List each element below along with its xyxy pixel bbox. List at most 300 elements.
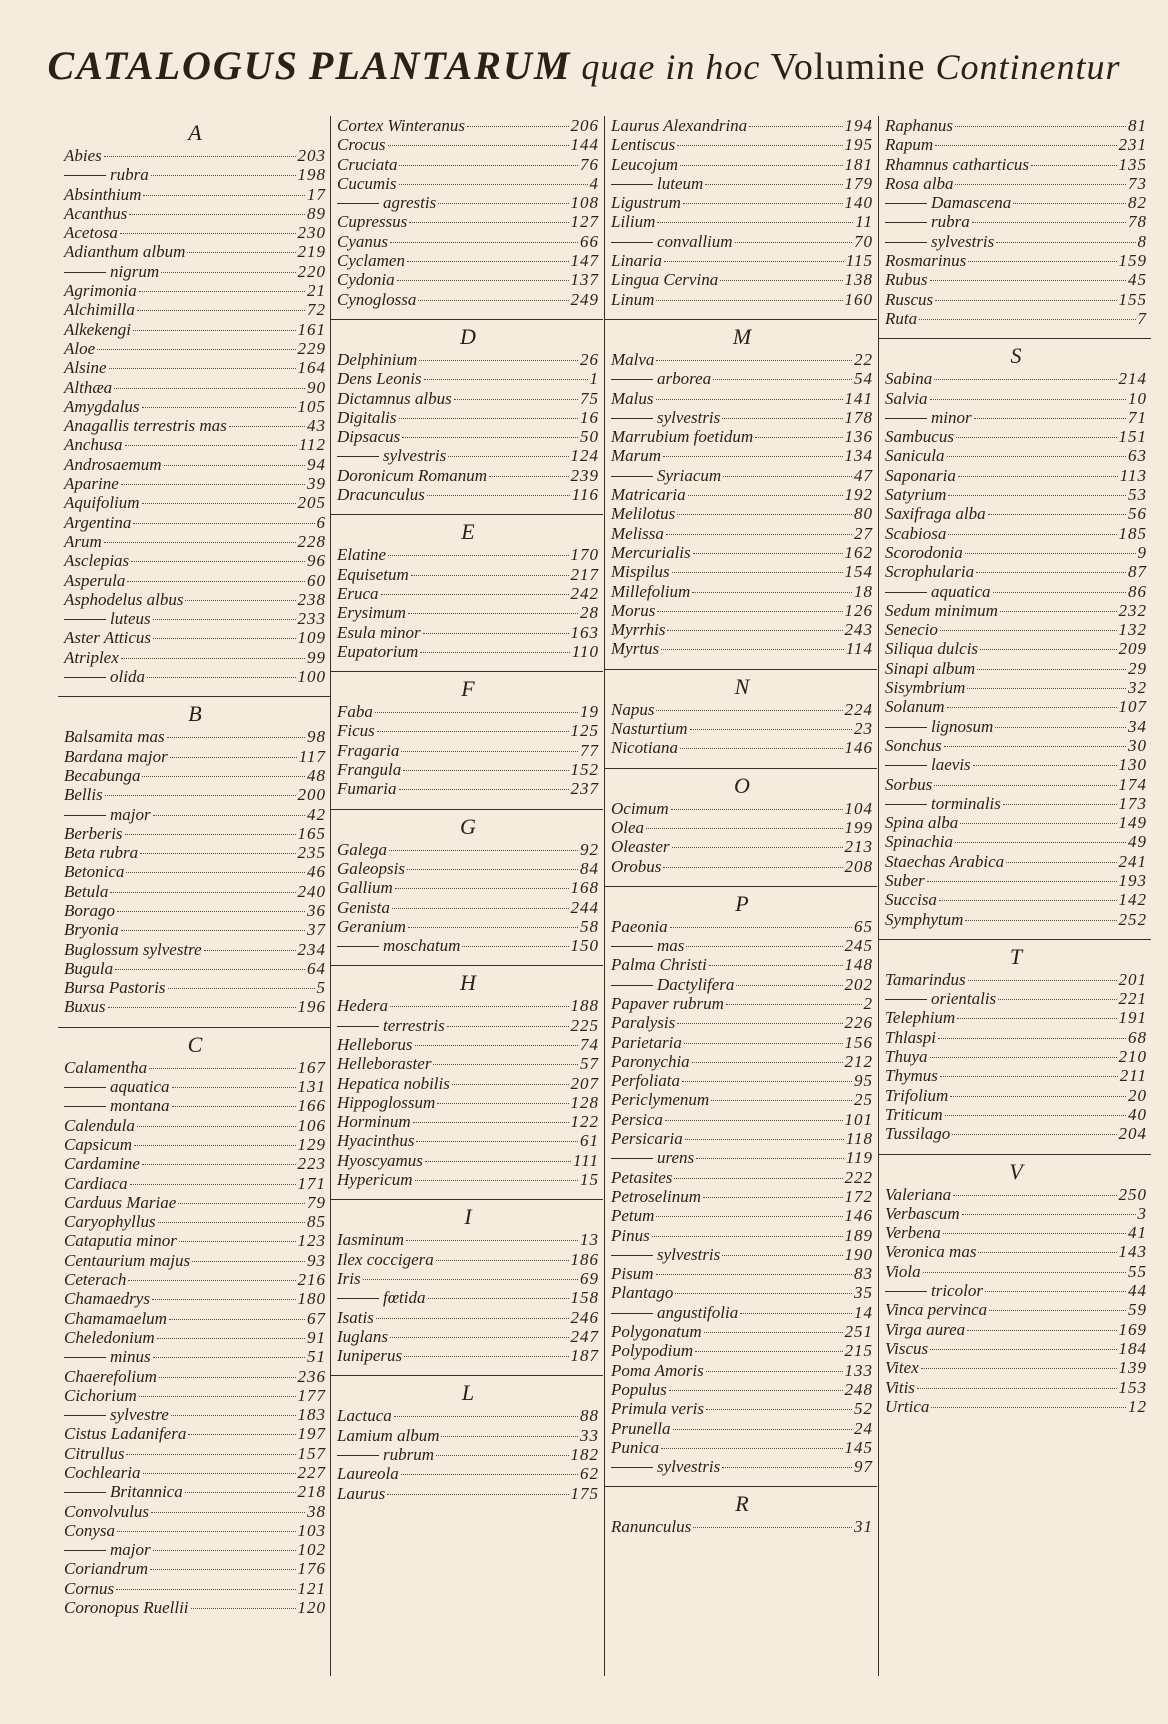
plate-number: 110 (571, 641, 599, 661)
index-entry (337, 1327, 599, 1346)
plant-name: Digitalis (337, 407, 397, 427)
plant-name: Paeonia (611, 916, 668, 936)
section-letter: L (461, 1380, 475, 1406)
plant-name: Punica (611, 1437, 660, 1457)
plate-number: 84 (580, 858, 599, 878)
section-letter: A (188, 120, 202, 145)
index-entry (64, 1212, 326, 1231)
plant-name: Alchimilla (64, 300, 135, 320)
plate-number: 63 (1128, 446, 1147, 466)
index-entry (64, 785, 326, 804)
dot-leader (960, 823, 1116, 824)
plant-name: Papaver rubrum (611, 993, 724, 1013)
plant-name: Amygdalus (64, 396, 140, 416)
index-entry (885, 135, 1147, 154)
index-entry (337, 408, 599, 427)
plate-number: 131 (297, 1077, 326, 1097)
dot-leader (168, 988, 315, 989)
dot-leader (663, 456, 842, 457)
index-entry (64, 493, 326, 512)
plant-name: Delphinium (337, 349, 418, 369)
plate-number: 249 (570, 289, 599, 309)
dot-leader (399, 418, 578, 419)
section-letter: O (734, 772, 750, 798)
dot-leader (1006, 862, 1116, 863)
index-entry (64, 513, 326, 532)
index-entry (611, 427, 873, 446)
dot-leader (962, 1214, 1136, 1215)
index-entry (64, 532, 326, 551)
plate-number: 59 (1128, 1300, 1147, 1320)
index-entry (64, 571, 326, 590)
dot-leader (150, 1569, 295, 1570)
dot-leader (413, 1122, 569, 1123)
plant-name: Rubus (885, 270, 928, 290)
index-entry (885, 736, 1147, 755)
index-entry (611, 485, 873, 504)
plate-number: 148 (844, 955, 873, 975)
plate-number: 54 (854, 369, 873, 389)
index-entry (885, 485, 1147, 504)
plant-name: Tamarindus (885, 969, 966, 989)
dot-leader (153, 638, 295, 639)
plate-number: 158 (570, 1288, 599, 1308)
index-entry (885, 1262, 1147, 1281)
dot-leader (462, 946, 568, 947)
dot-leader (677, 514, 852, 515)
index-entry (64, 628, 326, 647)
plate-number: 209 (1118, 639, 1147, 659)
plate-number: 30 (1128, 735, 1147, 755)
dot-leader (965, 920, 1116, 921)
index-entry (337, 1464, 599, 1483)
index-entry (885, 601, 1147, 620)
index-entry (885, 543, 1147, 562)
plant-name: fœtida (337, 1288, 426, 1307)
index-entry (337, 212, 599, 231)
plant-name: Calendula (64, 1115, 135, 1135)
index-entry (337, 1112, 599, 1131)
dot-leader (953, 1195, 1116, 1196)
index-entry (611, 1322, 873, 1341)
index-column-3 (604, 116, 877, 1676)
section-letter: C (187, 1031, 203, 1057)
plant-name: moschatum (337, 936, 460, 955)
index-entry (337, 859, 599, 878)
index-entry (611, 1187, 873, 1206)
index-entry (337, 485, 599, 504)
dot-leader (680, 748, 842, 749)
plate-number: 139 (1118, 1358, 1147, 1378)
dot-leader (657, 222, 853, 223)
plant-name: Elatine (337, 545, 387, 565)
index-entry (64, 843, 326, 862)
index-entry (885, 389, 1147, 408)
plate-number: 29 (1128, 658, 1147, 678)
plate-number: 32 (1128, 678, 1147, 698)
plant-name: laevis (885, 755, 971, 774)
index-entry (337, 1288, 599, 1307)
plate-number: 51 (307, 1347, 326, 1367)
plate-number: 201 (1118, 969, 1147, 989)
index-entry (885, 678, 1147, 697)
index-entry (885, 1086, 1147, 1105)
plant-name: Damascena (885, 193, 1011, 212)
section-letter: G (460, 813, 476, 839)
index-entry (64, 1116, 326, 1135)
plate-number: 73 (1128, 173, 1147, 193)
dot-leader (927, 881, 1117, 882)
dot-leader (157, 1338, 305, 1339)
plant-name: Abies (64, 146, 102, 165)
dot-leader (956, 437, 1117, 438)
index-entry (337, 135, 599, 154)
plate-number: 83 (854, 1264, 873, 1284)
plant-name: Aloe (64, 338, 96, 358)
plant-name: Periclymenum (611, 1090, 710, 1110)
plate-number: 237 (570, 779, 599, 799)
index-entry (885, 193, 1147, 212)
dot-leader (948, 495, 1126, 496)
plant-name: Helleborus (337, 1034, 413, 1054)
index-entry (611, 818, 873, 837)
index-entry (64, 242, 326, 261)
dot-leader (423, 633, 569, 634)
plant-name: Acanthus (64, 203, 128, 223)
index-entry (64, 1540, 326, 1559)
index-entry (611, 1517, 873, 1536)
plant-name: Sorbus (885, 774, 933, 794)
plate-number: 177 (297, 1385, 326, 1405)
plant-name: Spinachia (885, 832, 953, 852)
dot-leader (115, 969, 305, 970)
dot-leader (930, 399, 1127, 400)
dot-leader (120, 233, 296, 234)
plate-number: 52 (854, 1399, 873, 1419)
dot-leader (153, 1550, 296, 1551)
plant-name: Rhamnus catharticus (885, 154, 1030, 174)
plate-number: 113 (1119, 465, 1147, 485)
index-entry (337, 1426, 599, 1445)
dot-leader (399, 165, 578, 166)
plant-name: Paronychia (611, 1051, 690, 1071)
plant-name: Doronicum Romanum (337, 465, 487, 485)
index-entry (611, 700, 873, 719)
index-entry (64, 455, 326, 474)
plate-number: 17 (307, 184, 326, 204)
dot-leader (402, 437, 578, 438)
dot-leader (940, 630, 1117, 631)
dot-leader (930, 1057, 1117, 1058)
plate-number: 205 (297, 493, 326, 513)
index-entry (337, 232, 599, 251)
plant-name: Capsicum (64, 1134, 132, 1154)
section-letter: P (735, 890, 749, 916)
plate-number: 43 (307, 416, 326, 436)
plant-name: sylvestris (611, 408, 720, 427)
plant-name: Persica (611, 1109, 663, 1129)
plant-name: Alsine (64, 358, 107, 378)
dot-leader (930, 280, 1127, 281)
plant-name: Aquifolium (64, 493, 140, 513)
index-entry (337, 936, 599, 955)
index-entry (611, 389, 873, 408)
index-section-l (331, 1375, 603, 1502)
plant-name: Vitis (885, 1377, 915, 1397)
index-entry (64, 901, 326, 920)
plate-number: 136 (844, 427, 873, 447)
plant-name: Lingua Cervina (611, 270, 719, 290)
index-entry (337, 427, 599, 446)
dot-leader (418, 300, 568, 301)
index-entry (885, 717, 1147, 736)
plate-number: 239 (570, 465, 599, 485)
index-entry (885, 232, 1147, 251)
index-entry (64, 185, 326, 204)
plate-number: 178 (844, 407, 873, 427)
plate-number: 62 (580, 1464, 599, 1484)
dot-leader (667, 630, 842, 631)
plate-number: 233 (297, 609, 326, 629)
plate-number: 99 (307, 647, 326, 667)
plate-number: 225 (570, 1015, 599, 1035)
dot-leader (376, 1318, 569, 1319)
plate-number: 166 (297, 1096, 326, 1116)
plate-number: 76 (580, 154, 599, 174)
index-entry (885, 369, 1147, 388)
plate-number: 126 (844, 600, 873, 620)
dot-leader (149, 1068, 295, 1069)
index-entry (64, 1463, 326, 1482)
dot-leader (675, 1293, 852, 1294)
plant-name: Virga aurea (885, 1319, 966, 1339)
plate-number: 147 (570, 251, 599, 271)
index-entry (611, 1168, 873, 1187)
index-entry (885, 251, 1147, 270)
plate-number: 23 (854, 719, 873, 739)
index-entry (885, 871, 1147, 890)
plant-name: Ligustrum (611, 193, 681, 213)
plate-number: 243 (844, 620, 873, 640)
plant-name: Leucojum (611, 154, 679, 174)
index-entry (611, 837, 873, 856)
plate-number: 105 (297, 396, 326, 416)
plant-name: montana (64, 1096, 170, 1115)
plate-number: 174 (1118, 774, 1147, 794)
plate-number: 216 (297, 1270, 326, 1290)
plant-name: Scrophularia (885, 562, 975, 582)
plate-number: 193 (1118, 870, 1147, 890)
plant-name: Iasminum (337, 1230, 405, 1250)
plate-number: 112 (298, 435, 326, 455)
index-column-1 (58, 116, 330, 1676)
dot-leader (151, 175, 296, 176)
plate-number: 108 (570, 193, 599, 213)
plant-name: Laurus (337, 1483, 386, 1503)
plant-name: Iris (337, 1268, 361, 1288)
plant-name: Parietaria (611, 1032, 682, 1052)
plant-name: Veronica mas (885, 1242, 977, 1262)
dot-leader (143, 195, 305, 196)
dot-leader (709, 965, 843, 966)
plate-number: 161 (297, 319, 326, 339)
plate-number: 80 (854, 504, 873, 524)
dot-leader (172, 1087, 296, 1088)
plate-number: 16 (580, 407, 599, 427)
plant-name: orientalis (885, 989, 996, 1008)
plant-name: Cichorium (64, 1385, 137, 1405)
plate-number: 143 (1118, 1242, 1147, 1262)
plate-number: 185 (1118, 523, 1147, 543)
index-entry (337, 623, 599, 642)
plant-name: Tussilago (885, 1124, 951, 1144)
dot-leader (104, 542, 296, 543)
plant-name: sylvestre (64, 1405, 169, 1424)
plant-name: Buglossum sylvestre (64, 939, 202, 959)
plate-number: 207 (570, 1073, 599, 1093)
dot-leader (688, 495, 843, 496)
dot-leader (433, 1064, 578, 1065)
plant-name: Chaerefolium (64, 1366, 157, 1386)
plate-number: 212 (844, 1051, 873, 1071)
index-entry (611, 232, 873, 251)
index-entry (885, 504, 1147, 523)
dot-leader (130, 1184, 296, 1185)
index-entry (64, 648, 326, 667)
dot-leader (921, 1368, 1117, 1369)
plant-name: Trifolium (885, 1085, 949, 1105)
index-entry (337, 1406, 599, 1425)
plant-name: Ruscus (885, 289, 934, 309)
dot-leader (127, 581, 305, 582)
plant-name: Lactuca (337, 1406, 392, 1426)
index-entry (64, 435, 326, 454)
index-entry (885, 1124, 1147, 1143)
plate-number: 18 (854, 581, 873, 601)
plate-number: 223 (297, 1154, 326, 1174)
dot-leader (696, 1158, 844, 1159)
dot-leader (389, 850, 578, 851)
plant-name: Chamaedrys (64, 1289, 150, 1309)
index-entry (337, 270, 599, 289)
dot-leader (684, 1043, 843, 1044)
plant-name: Aparine (64, 474, 119, 494)
index-entry (885, 852, 1147, 871)
dot-leader (142, 776, 305, 777)
index-entry (885, 270, 1147, 289)
plant-name: Malus (611, 388, 654, 408)
plate-number: 228 (297, 531, 326, 551)
plant-name: Carduus Mariae (64, 1192, 177, 1212)
index-entry (611, 719, 873, 738)
dot-leader (159, 1377, 296, 1378)
index-section-g (331, 809, 603, 956)
index-entry (885, 697, 1147, 716)
dot-leader (943, 1233, 1126, 1234)
plant-name: Geranium (337, 916, 406, 936)
dot-leader (121, 930, 305, 931)
plant-name: Dictamnus albus (337, 388, 452, 408)
index-entry (64, 320, 326, 339)
plate-number: 116 (571, 485, 599, 505)
plant-name: Betonica (64, 862, 125, 882)
dot-leader (125, 834, 296, 835)
plant-name: Malva (611, 349, 655, 369)
plate-number: 115 (845, 251, 873, 271)
plant-name: Dens Leonis (337, 369, 422, 389)
plate-number: 196 (297, 997, 326, 1017)
index-entry (337, 116, 599, 135)
dot-leader (192, 1261, 305, 1262)
dot-leader (940, 1076, 1118, 1077)
index-entry (885, 1358, 1147, 1377)
plant-name: Scabiosa (885, 523, 947, 543)
dot-leader (955, 184, 1126, 185)
plate-number: 194 (844, 116, 873, 135)
index-entry (64, 882, 326, 901)
dot-leader (998, 999, 1116, 1000)
plant-name: Frangula (337, 760, 402, 780)
index-entry (885, 1185, 1147, 1204)
dot-leader (399, 789, 569, 790)
dot-leader (110, 892, 295, 893)
plant-name: Pisum (611, 1264, 654, 1284)
dot-leader (390, 1006, 569, 1007)
index-entry (337, 840, 599, 859)
index-section-b (58, 696, 330, 1016)
index-entry (885, 524, 1147, 543)
dot-leader (947, 456, 1127, 457)
index-entry (885, 1047, 1147, 1066)
index-entry (64, 397, 326, 416)
dot-leader (976, 572, 1126, 573)
dot-leader (137, 1126, 296, 1127)
index-entry (64, 766, 326, 785)
index-entry (885, 1242, 1147, 1261)
index-entry (885, 174, 1147, 193)
plant-name: Triticum (885, 1104, 943, 1124)
plant-name: Vinca pervinca (885, 1300, 988, 1320)
dot-leader (97, 349, 295, 350)
plant-name: Althæa (64, 377, 113, 397)
dot-leader (665, 1120, 843, 1121)
plant-name: Convolvulus (64, 1501, 149, 1521)
plate-number: 244 (570, 897, 599, 917)
index-entry (611, 1303, 873, 1322)
plant-name: sylvestris (611, 1245, 720, 1264)
index-entry (611, 1206, 873, 1225)
plant-name: Fumaria (337, 779, 397, 799)
plate-number: 135 (1118, 154, 1147, 174)
dot-leader (415, 1180, 578, 1181)
dot-leader (996, 242, 1135, 243)
dot-leader (686, 946, 842, 947)
index-entry (64, 1193, 326, 1212)
index-entry (337, 389, 599, 408)
plant-name: Ocimum (611, 798, 669, 818)
plant-name: Myrrhis (611, 620, 666, 640)
plate-number: 227 (297, 1463, 326, 1482)
index-entry (885, 1008, 1147, 1027)
plate-number: 100 (297, 667, 326, 687)
plant-name: Crocus (337, 135, 386, 155)
dot-leader (108, 1007, 296, 1008)
dot-leader (403, 770, 568, 771)
plate-number: 175 (570, 1483, 599, 1503)
index-entry (611, 1419, 873, 1438)
index-columns (58, 116, 1148, 1676)
plant-name: Spina alba (885, 813, 959, 833)
